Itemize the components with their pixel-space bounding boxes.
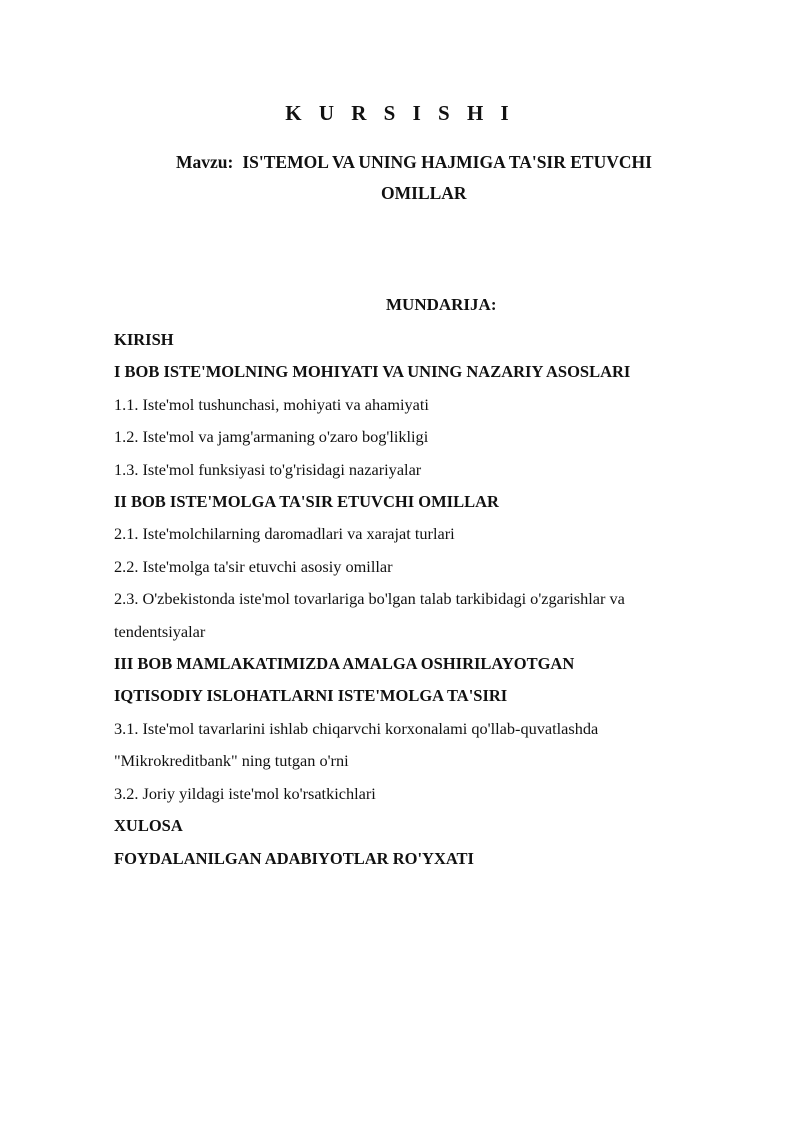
toc-chapter-3: III BOB MAMLAKATIMIZDA AMALGA OSHIRILAYOTGAN: [114, 654, 575, 674]
toc-section-3-1: 3.1. Iste'mol tavarlarini ishlab chiqarvchi korxonalami qo'llab-quvatlashda: [114, 718, 599, 738]
toc-section-3-1-continued: "Mikrokreditbank" ning tutgan o'rni: [114, 751, 349, 771]
toc-section-2-1: 2.1. Iste'molchilarning daromadlari va xarajat turlari: [114, 524, 455, 544]
toc-chapter-intro: KIRISH: [114, 330, 174, 349]
subject-text-line2: OMILLAR: [381, 183, 467, 203]
toc-conclusion: XULOSA: [114, 816, 183, 836]
toc-section-2-3: 2.3. O'zbekistonda iste'mol tovarlariga bo'lgan talab tarkibidagi o'zgarishlar va: [114, 589, 625, 609]
toc-chapter-1: I BOB ISTE'MOLNING MOHIYATI VA UNING NAZARIY ASOSLARI: [114, 362, 631, 382]
toc-section-1-1: 1.1. Iste'mol tushunchasi, mohiyati va ahamiyati: [114, 394, 429, 414]
toc-heading: MUNDARIJA:: [386, 295, 497, 314]
toc-chapter-2: II BOB ISTE'MOLGA TA'SIR ETUVCHI OMILLAR: [114, 492, 499, 512]
page-title: K U R S I S H I: [285, 101, 515, 125]
toc-bibliography: FOYDALANILGAN ADABIYOTLAR RO'YXATI: [114, 848, 474, 868]
subject-label: Mavzu:: [176, 152, 234, 172]
toc-section-2-2: 2.2. Iste'molga ta'sir etuvchi asosiy omillar: [114, 556, 393, 576]
toc-section-1-3: 1.3. Iste'mol funksiyasi to'g'risidagi nazariyalar: [114, 459, 422, 479]
subject-heading: [176, 147, 736, 209]
toc-section-1-2: 1.2. Iste'mol va jamg'armaning o'zaro bog'likligi: [114, 427, 429, 447]
toc-chapter-3-continued: IQTISODIY ISLOHATLARNI ISTE'MOLGA TA'SIRI: [114, 686, 508, 706]
toc-section-3-2: 3.2. Joriy yildagi iste'mol ko'rsatkichlari: [114, 783, 376, 803]
table-of-contents: [114, 324, 744, 875]
subject-text-line1: IS'TEMOL VA UNING HAJMIGA TA'SIR ETUVCHI: [242, 152, 652, 172]
toc-section-2-3-continued: tendentsiyalar: [114, 621, 206, 641]
